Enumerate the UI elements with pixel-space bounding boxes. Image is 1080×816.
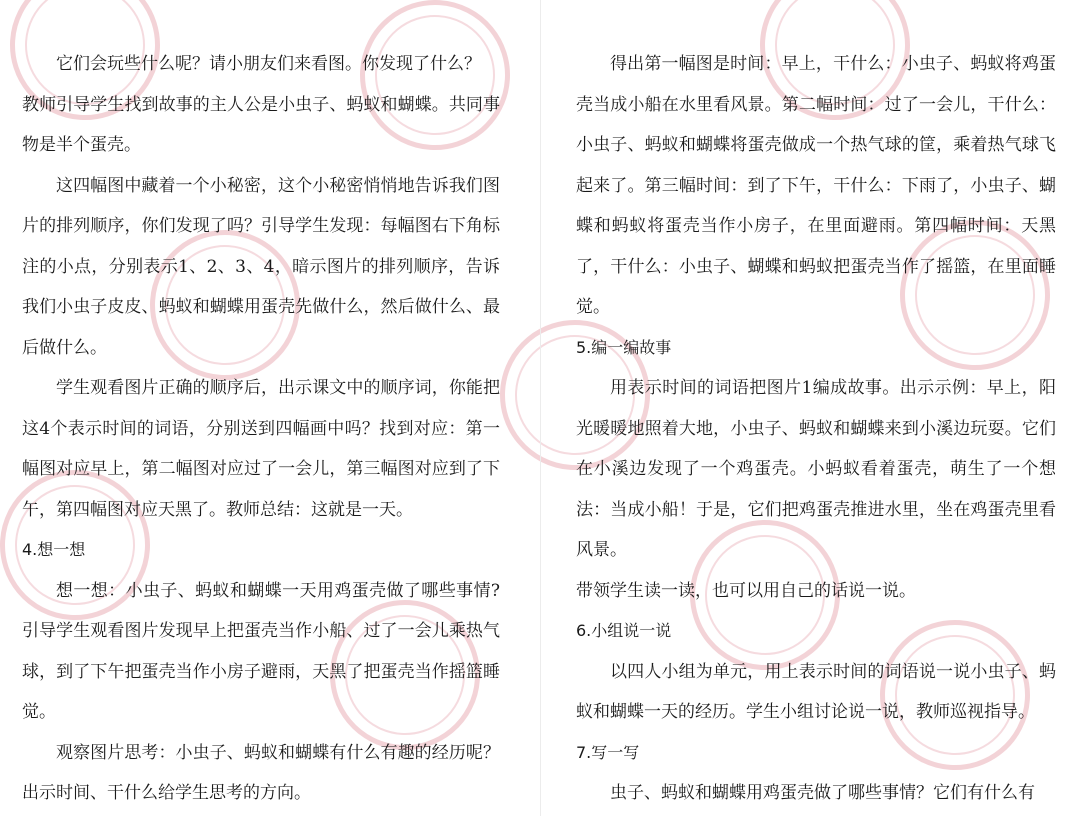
paragraph: 它们会玩些什么呢？请小朋友们来看图。你发现了什么？ (56, 54, 481, 74)
section-heading: 6.小组说一说 (576, 621, 672, 640)
section-heading: 5.编一编故事 (576, 337, 672, 357)
section-heading: 7.写一写 (576, 742, 640, 762)
paragraph: 想一想：小虫子、蚂蚁和蝴蝶一天用鸡蛋壳做了哪些事情?引导学生观看图片发现早上把蛋壳当作小船、过了一会儿乘热气球，到了下午把蛋壳当作小房子避雨，天黑了把蛋壳当作摇篮睡觉。 (22, 580, 500, 722)
left-column (22, 44, 500, 814)
paragraph: 用表示时间的词语把图片1编成故事。出示示例：早上，阳光暖暖地照着大地，小虫子、蚂蚁和蝴蝶来到小溪边玩耍。它们在小溪边发现了一个鸡蛋壳。小蚂蚁看着蛋壳，萌生了一个想法：当成小船！于是，它们把鸡蛋壳推进水里，坐在鸡蛋壳里看风景。 (576, 378, 1056, 560)
paragraph: 得出第一幅图是时间：早上，干什么：小虫子、蚂蚁将鸡蛋壳当成小船在水里看风景。第二幅时间：过了一会儿，干什么：小虫子、蚂蚁和蝴蝶将蛋壳做成一个热气球的筐，乘着热气球飞起来了。第三幅时间：到了下午，干什么：下雨了，小虫子、蝴蝶和蚂蚁将蛋壳当作小房子，在里面避雨。第四幅时间：天黑了，干什么：小虫子、蝴蝶和蚂蚁把蛋壳当作了摇篮，在里面睡觉。 (576, 54, 1056, 317)
paragraph: 带领学生读一读，也可以用自己的话说一说。 (576, 580, 916, 601)
paragraph: 学生观看图片正确的顺序后，出示课文中的顺序词，你能把这4个表示时间的词语，分别送到四幅画中吗？找到对应：第一幅图对应早上，第二幅图对应过了一会儿，第三幅图对应到了下午，第四幅图对应天黑了。教师总结：这就是一天。 (22, 378, 500, 520)
page-divider (540, 0, 541, 816)
section-heading: 4.想一想 (22, 540, 86, 559)
right-column (576, 44, 1056, 814)
paragraph: 教师引导学生找到故事的主人公是小虫子、蚂蚁和蝴蝶。共同事物是半个蛋壳。 (22, 94, 500, 155)
paragraph: 以四人小组为单元，用上表示时间的词语说一说小虫子、蚂蚁和蝴蝶一天的经历。学生小组讨论说一说，教师巡视指导。 (576, 661, 1056, 722)
paragraph: 虫子、蚂蚁和蝴蝶用鸡蛋壳做了哪些事情？它们有什么有 (610, 783, 1035, 803)
paragraph: 这四幅图中藏着一个小秘密，这个小秘密悄悄地告诉我们图片的排列顺序，你们发现了吗？引导学生发现：每幅图右下角标注的小点，分别表示1、2、3、4，暗示图片的排列顺序，告诉我们小虫子皮皮、蚂蚁和蝴蝶用蛋壳先做什么，然后做什么、最后做什么。 (22, 175, 500, 358)
paragraph: 观察图片思考：小虫子、蚂蚁和蝴蝶有什么有趣的经历呢？出示时间、干什么给学生思考的方向。 (22, 742, 500, 803)
